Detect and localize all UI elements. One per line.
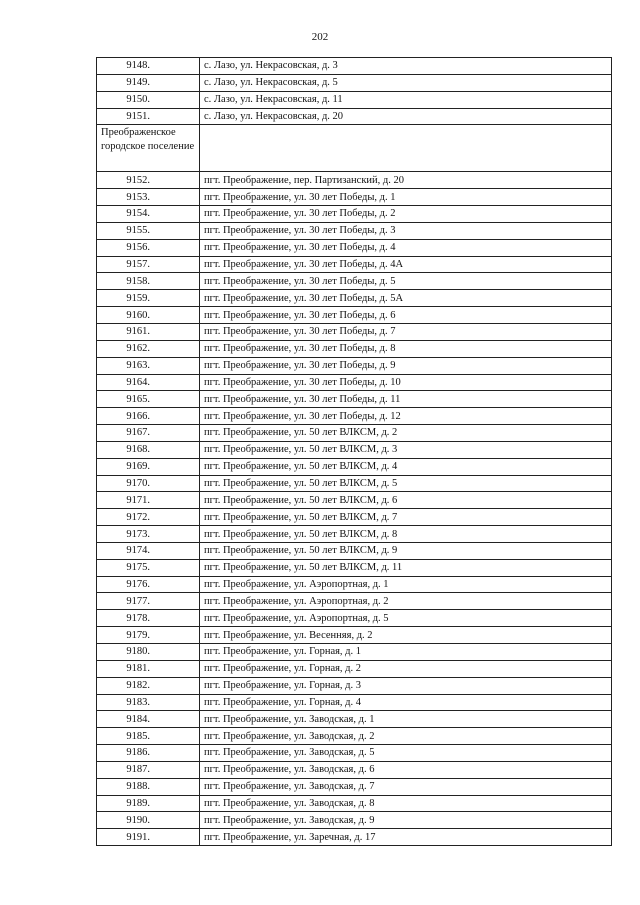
row-number: 9191.: [97, 829, 200, 846]
row-address: пгт. Преображение, ул. Горная, д. 2: [200, 660, 612, 677]
page-number: 202: [311, 31, 329, 43]
table-row: [97, 357, 612, 374]
row-address: пгт. Преображение, ул. 30 лет Победы, д. 3: [200, 222, 612, 239]
row-number: 9171.: [97, 492, 200, 509]
row-address: пгт. Преображение, ул. 30 лет Победы, д. 5: [200, 273, 612, 290]
row-address: пгт. Преображение, ул. 30 лет Победы, д. 1: [200, 189, 612, 206]
row-address: пгт. Преображение, ул. Весенняя, д. 2: [200, 627, 612, 644]
row-address: пгт. Преображение, ул. 30 лет Победы, д. 5А: [200, 290, 612, 307]
row-number: 9162.: [97, 340, 200, 357]
row-address: пгт. Преображение, ул. 30 лет Победы, д. 4: [200, 239, 612, 256]
row-number: 9167.: [97, 425, 200, 442]
address-table: [96, 57, 612, 846]
row-number: 9161.: [97, 323, 200, 340]
row-number: 9164.: [97, 374, 200, 391]
table-row: [97, 206, 612, 223]
row-address: пгт. Преображение, ул. Горная, д. 1: [200, 644, 612, 661]
row-address: с. Лазо, ул. Некрасовская, д. 3: [200, 58, 612, 75]
table-body-main: [97, 172, 612, 846]
section-body: [97, 125, 612, 172]
row-number: 9156.: [97, 239, 200, 256]
table-row: [97, 458, 612, 475]
table-row: [97, 425, 612, 442]
row-address: пгт. Преображение, ул. Горная, д. 3: [200, 677, 612, 694]
row-address: пгт. Преображение, ул. 50 лет ВЛКСМ, д. 2: [200, 425, 612, 442]
table-row: [97, 660, 612, 677]
row-number: 9158.: [97, 273, 200, 290]
row-number: 9175.: [97, 559, 200, 576]
row-address: пгт. Преображение, ул. 50 лет ВЛКСМ, д. 7: [200, 509, 612, 526]
table-row: [97, 610, 612, 627]
row-number: 9148.: [97, 58, 200, 75]
row-address: пгт. Преображение, ул. Заводская, д. 6: [200, 761, 612, 778]
table-row: [97, 492, 612, 509]
table-row: [97, 778, 612, 795]
row-address: с. Лазо, ул. Некрасовская, д. 5: [200, 74, 612, 91]
table-row: [97, 108, 612, 125]
row-address: пгт. Преображение, ул. Заречная, д. 17: [200, 829, 612, 846]
row-number: 9155.: [97, 222, 200, 239]
table-row: [97, 58, 612, 75]
table-row: [97, 593, 612, 610]
row-number: 9174.: [97, 542, 200, 559]
row-address: пгт. Преображение, ул. 30 лет Победы, д. 11: [200, 391, 612, 408]
table-row: [97, 509, 612, 526]
row-number: 9189.: [97, 795, 200, 812]
row-address: пгт. Преображение, ул. Аэропортная, д. 1: [200, 576, 612, 593]
table-row: [97, 290, 612, 307]
row-number: 9181.: [97, 660, 200, 677]
row-address: с. Лазо, ул. Некрасовская, д. 11: [200, 91, 612, 108]
table-row: [97, 408, 612, 425]
row-address: пгт. Преображение, ул. 30 лет Победы, д. 12: [200, 408, 612, 425]
row-number: 9159.: [97, 290, 200, 307]
row-number: 9187.: [97, 761, 200, 778]
row-address: пгт. Преображение, ул. 50 лет ВЛКСМ, д. 11: [200, 559, 612, 576]
row-address: пгт. Преображение, ул. Заводская, д. 8: [200, 795, 612, 812]
row-address: пгт. Преображение, ул. 30 лет Победы, д. 7: [200, 323, 612, 340]
table-row: [97, 728, 612, 745]
row-address: пгт. Преображение, ул. Заводская, д. 5: [200, 745, 612, 762]
table-row: [97, 761, 612, 778]
section-empty-cell: [200, 125, 612, 172]
table-row: [97, 374, 612, 391]
table-row: [97, 711, 612, 728]
table-row: [97, 745, 612, 762]
row-address: пгт. Преображение, пер. Партизанский, д. 20: [200, 172, 612, 189]
row-number: 9151.: [97, 108, 200, 125]
table-row: [97, 475, 612, 492]
row-number: 9180.: [97, 644, 200, 661]
row-address: пгт. Преображение, ул. 50 лет ВЛКСМ, д. 4: [200, 458, 612, 475]
table-row: [97, 542, 612, 559]
row-number: 9173.: [97, 526, 200, 543]
table-row: [97, 91, 612, 108]
table-row: [97, 559, 612, 576]
table-row: [97, 526, 612, 543]
row-number: 9152.: [97, 172, 200, 189]
table-row: [97, 644, 612, 661]
row-number: 9166.: [97, 408, 200, 425]
table-body-top: [97, 58, 612, 125]
row-number: 9183.: [97, 694, 200, 711]
table-row: [97, 391, 612, 408]
table-row: [97, 340, 612, 357]
row-address: пгт. Преображение, ул. Горная, д. 4: [200, 694, 612, 711]
row-address: пгт. Преображение, ул. Заводская, д. 2: [200, 728, 612, 745]
row-number: 9153.: [97, 189, 200, 206]
table-row: [97, 677, 612, 694]
row-number: 9169.: [97, 458, 200, 475]
table-row: [97, 74, 612, 91]
table-row: [97, 222, 612, 239]
row-number: 9149.: [97, 74, 200, 91]
row-number: 9157.: [97, 256, 200, 273]
row-address: пгт. Преображение, ул. Заводская, д. 7: [200, 778, 612, 795]
row-number: 9154.: [97, 206, 200, 223]
row-number: 9190.: [97, 812, 200, 829]
row-address: пгт. Преображение, ул. 30 лет Победы, д. 6: [200, 307, 612, 324]
row-address: пгт. Преображение, ул. 30 лет Победы, д. 10: [200, 374, 612, 391]
row-number: 9185.: [97, 728, 200, 745]
row-number: 9172.: [97, 509, 200, 526]
row-address: пгт. Преображение, ул. 50 лет ВЛКСМ, д. 9: [200, 542, 612, 559]
row-number: 9182.: [97, 677, 200, 694]
table-row: [97, 694, 612, 711]
row-number: 9163.: [97, 357, 200, 374]
table-row: [97, 273, 612, 290]
section-row: [97, 125, 612, 172]
table-row: [97, 795, 612, 812]
row-address: пгт. Преображение, ул. Аэропортная, д. 2: [200, 593, 612, 610]
section-title: Преображенское городское поселение: [97, 125, 200, 172]
row-number: 9160.: [97, 307, 200, 324]
row-address: пгт. Преображение, ул. Аэропортная, д. 5: [200, 610, 612, 627]
row-address: пгт. Преображение, ул. 50 лет ВЛКСМ, д. 8: [200, 526, 612, 543]
row-number: 9178.: [97, 610, 200, 627]
table-row: [97, 172, 612, 189]
table-row: [97, 441, 612, 458]
row-number: 9165.: [97, 391, 200, 408]
row-number: 9179.: [97, 627, 200, 644]
row-number: 9168.: [97, 441, 200, 458]
table-row: [97, 189, 612, 206]
table-row: [97, 307, 612, 324]
row-number: 9170.: [97, 475, 200, 492]
table-row: [97, 627, 612, 644]
row-number: 9150.: [97, 91, 200, 108]
table-row: [97, 576, 612, 593]
row-address: с. Лазо, ул. Некрасовская, д. 20: [200, 108, 612, 125]
row-number: 9184.: [97, 711, 200, 728]
row-address: пгт. Преображение, ул. 30 лет Победы, д. 9: [200, 357, 612, 374]
table-row: [97, 812, 612, 829]
table-row: [97, 829, 612, 846]
row-address: пгт. Преображение, ул. Заводская, д. 9: [200, 812, 612, 829]
row-address: пгт. Преображение, ул. 50 лет ВЛКСМ, д. 6: [200, 492, 612, 509]
row-number: 9177.: [97, 593, 200, 610]
table-row: [97, 239, 612, 256]
table-row: [97, 256, 612, 273]
row-address: пгт. Преображение, ул. 50 лет ВЛКСМ, д. 5: [200, 475, 612, 492]
row-address: пгт. Преображение, ул. 30 лет Победы, д. 2: [200, 206, 612, 223]
row-address: пгт. Преображение, ул. 50 лет ВЛКСМ, д. 3: [200, 441, 612, 458]
row-number: 9176.: [97, 576, 200, 593]
row-address: пгт. Преображение, ул. 30 лет Победы, д. 8: [200, 340, 612, 357]
table-row: [97, 323, 612, 340]
row-number: 9188.: [97, 778, 200, 795]
row-number: 9186.: [97, 745, 200, 762]
row-address: пгт. Преображение, ул. 30 лет Победы, д. 4А: [200, 256, 612, 273]
row-address: пгт. Преображение, ул. Заводская, д. 1: [200, 711, 612, 728]
